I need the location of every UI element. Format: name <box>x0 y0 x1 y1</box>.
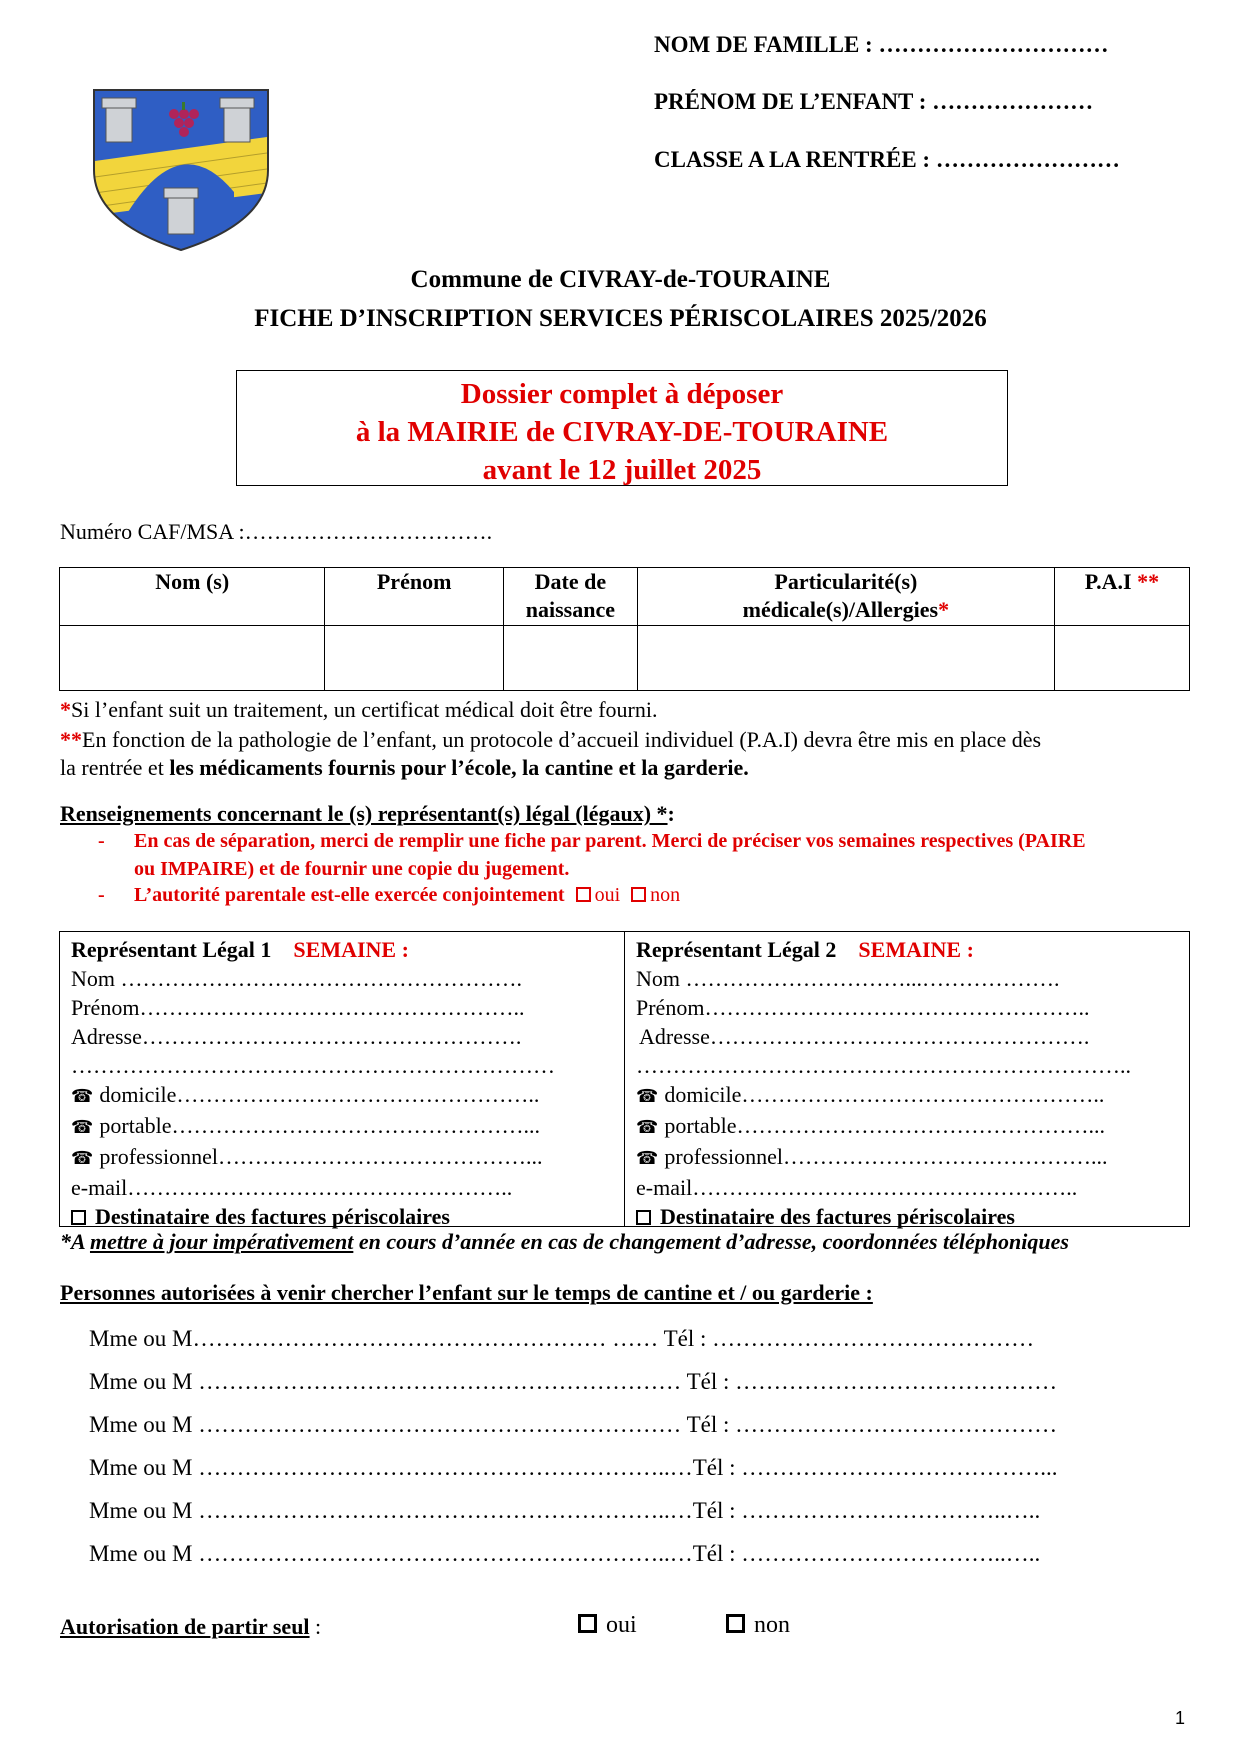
r1-domicile-field[interactable]: domicile………………………………………….. <box>99 1082 540 1107</box>
cell-pai[interactable] <box>1054 626 1189 691</box>
col-header-prenom: Prénom <box>325 568 503 626</box>
page-number: 1 <box>1175 1708 1186 1728</box>
r1-pro-field[interactable]: professionnel……………………………………... <box>99 1144 543 1169</box>
r1-adresse2-field[interactable]: ………………………………………………………… <box>71 1053 555 1078</box>
checkbox-icon[interactable] <box>578 1614 597 1633</box>
leave-alone-non[interactable]: non <box>726 1612 790 1639</box>
person-name-field[interactable]: Mme ou M ……………………………………………………..… <box>89 1498 693 1523</box>
r2-prenom-field[interactable]: Prénom…………………………………………….. <box>636 995 1090 1020</box>
authorized-persons-heading: Personnes autorisées à venir chercher l’enfant sur le temps de cantine et / ou garderie : <box>60 1280 873 1305</box>
r2-email-field[interactable]: e-mail…………………………………………….. <box>636 1175 1078 1200</box>
phone-icon: ☎ <box>636 1086 659 1107</box>
deadline-line-1: Dossier complet à déposer <box>460 378 784 410</box>
r2-portable-field[interactable]: portable…………………………………………... <box>664 1113 1106 1138</box>
col-header-particularites: Particularité(s) médicale(s)/Allergies* <box>638 568 1055 626</box>
note-medical-certificate: *Si l’enfant suit un traitement, un certificat médical doit être fourni. <box>60 697 658 722</box>
phone-icon: ☎ <box>636 1148 659 1169</box>
r2-factures-label: Destinataire des factures périscolaires <box>660 1204 1015 1229</box>
person-name-field[interactable]: Mme ou M ……………………………………………………… <box>89 1412 687 1437</box>
leave-alone-oui[interactable]: oui <box>578 1612 637 1639</box>
person-phone-field[interactable]: Tél : …………………………………… <box>663 1326 1035 1351</box>
r1-adresse-field[interactable]: Adresse……………………………………………. <box>71 1024 522 1049</box>
person-name-field[interactable]: Mme ou M ……………………………………………………..… <box>89 1541 693 1566</box>
person-name-field[interactable]: Mme ou M ……………………………………………………… <box>89 1369 687 1394</box>
r2-domicile-field[interactable]: domicile………………………………………….. <box>664 1082 1105 1107</box>
r2-adresse-field[interactable]: Adresse……………………………………………. <box>639 1024 1090 1049</box>
class-field[interactable]: CLASSE A LA RENTRÉE : …………………… <box>654 147 1120 172</box>
leave-alone-label: Autorisation de partir seul : <box>60 1614 322 1639</box>
table-row[interactable] <box>89 1412 1179 1438</box>
phone-icon: ☎ <box>71 1117 94 1138</box>
r1-email-field[interactable]: e-mail…………………………………………….. <box>71 1175 513 1200</box>
table-row[interactable] <box>89 1541 1179 1567</box>
table-row <box>60 626 1190 691</box>
child-firstname-field[interactable]: PRÉNOM DE L’ENFANT : ………………… <box>654 89 1094 114</box>
col-header-pai: P.A.I ** <box>1054 568 1189 626</box>
deadline-line-3: avant le 12 juillet 2025 <box>482 454 762 486</box>
note-pai-cont: la rentrée et les médicaments fournis pour l’école, la cantine et la garderie. <box>60 755 749 780</box>
r1-nom-field[interactable]: Nom ………………………………………………. <box>71 966 522 991</box>
table-row[interactable] <box>89 1369 1179 1395</box>
phone-icon: ☎ <box>636 1117 659 1138</box>
deadline-line-2: à la MAIRIE de CIVRAY-DE-TOURAINE <box>355 416 889 448</box>
cell-particularites[interactable] <box>638 626 1055 691</box>
cell-prenom[interactable] <box>325 626 503 691</box>
town-crest-icon <box>88 88 274 252</box>
col-header-date: Date de naissance <box>503 568 637 626</box>
representative-1: Représentant Légal 1 SEMAINE : Nom ………………………………………………. Prénom…………………………………………….. Adresse……………………………………………. ………………………………………………………… ☎ domicile………………………………………….. ☎ portable…………………………………………... ☎ professionnel……………………………………... e-mail…………………………………………….. Destinataire des factures périscolaires <box>60 932 625 1226</box>
person-phone-field[interactable]: Tél : …………………………………... <box>692 1455 1058 1480</box>
legal-heading: Renseignements concernant le (s) représentant(s) légal (légaux) *: <box>60 801 675 826</box>
table-row[interactable] <box>89 1455 1179 1481</box>
person-phone-field[interactable]: Tél : …………………………………… <box>686 1412 1058 1437</box>
representative-2: Représentant Légal 2 SEMAINE : Nom …………………………...………………. Prénom…………………………………………….. Adresse……………………………………………. ………………………………………………………….. ☎ domicile………………………………………….. ☎ portable…………………………………………... ☎ professionnel……………………………………... e-mail…………………………………………….. Destinataire des factures périscolaires <box>625 932 1191 1226</box>
r1-portable-field[interactable]: portable…………………………………………... <box>99 1113 541 1138</box>
checkbox-icon[interactable] <box>576 887 591 902</box>
family-name-field[interactable]: NOM DE FAMILLE : ………………………… <box>654 32 1109 57</box>
legal-representatives-table <box>59 931 1190 1227</box>
table-row[interactable] <box>89 1326 1179 1352</box>
parental-authority-question: - L’autorité parentale est-elle exercée conjointement oui non <box>98 884 681 906</box>
cell-date[interactable] <box>503 626 637 691</box>
phone-icon: ☎ <box>71 1148 94 1169</box>
person-name-field[interactable]: Mme ou M……………………………………………… …… <box>89 1326 664 1351</box>
r2-nom-field[interactable]: Nom …………………………...………………. <box>636 966 1060 991</box>
r1-factures-label: Destinataire des factures périscolaires <box>95 1204 450 1229</box>
person-phone-field[interactable]: Tél : ……………………………..….. <box>692 1498 1041 1523</box>
phone-icon: ☎ <box>71 1086 94 1107</box>
table-row[interactable] <box>89 1498 1179 1524</box>
checkbox-icon[interactable] <box>636 1210 651 1225</box>
note-pai: **En fonction de la pathologie de l’enfant, un protocole d’accueil individuel (P.A.I) devra être mis en place dès <box>60 727 1042 752</box>
caf-number-field[interactable]: Numéro CAF/MSA :……………………………. <box>60 519 493 544</box>
person-name-field[interactable]: Mme ou M ……………………………………………………..… <box>89 1455 693 1480</box>
r1-prenom-field[interactable]: Prénom…………………………………………….. <box>71 995 525 1020</box>
person-phone-field[interactable]: Tél : ……………………………..….. <box>692 1541 1041 1566</box>
cell-nom[interactable] <box>60 626 325 691</box>
child-table <box>59 567 1190 691</box>
form-title: FICHE D’INSCRIPTION SERVICES PÉRISCOLAIRES 2025/2026 <box>254 305 987 332</box>
r2-adresse2-field[interactable]: ………………………………………………………….. <box>636 1053 1131 1078</box>
deadline-box <box>236 370 1008 486</box>
r2-pro-field[interactable]: professionnel……………………………………... <box>664 1144 1108 1169</box>
checkbox-icon[interactable] <box>726 1614 745 1633</box>
commune-title: Commune de CIVRAY-de-TOURAINE <box>410 266 831 293</box>
col-header-nom: Nom (s) <box>60 568 325 626</box>
person-phone-field[interactable]: Tél : …………………………………… <box>686 1369 1058 1394</box>
checkbox-icon[interactable] <box>631 887 646 902</box>
checkbox-icon[interactable] <box>71 1210 86 1225</box>
update-note: *A mettre à jour impérativement en cours d’année en cas de changement d’adresse, coordonnées téléphoniques <box>60 1229 1069 1254</box>
separation-note: - En cas de séparation, merci de remplir une fiche par parent. Merci de préciser vos semaines respectives (PAIRE ou IMPAIRE) et de fournir une copie du jugement. <box>98 830 1086 880</box>
